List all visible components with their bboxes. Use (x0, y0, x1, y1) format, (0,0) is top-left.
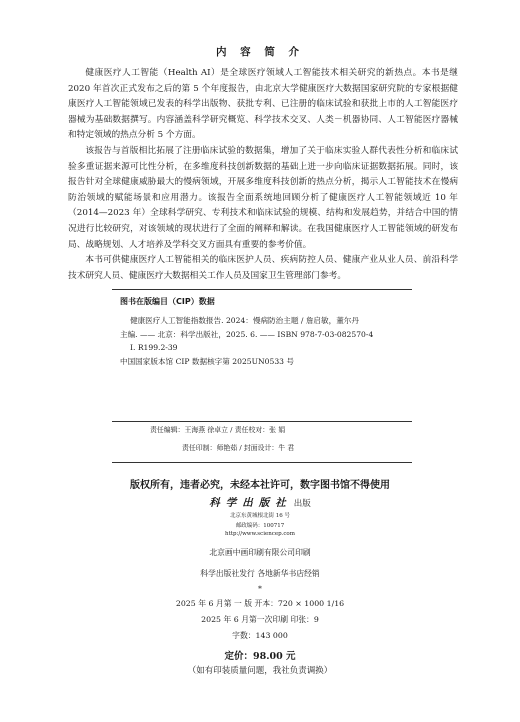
divider (112, 462, 412, 463)
price-line: 定价：98.00 元 (224, 651, 296, 662)
page-title: 内 容 简 介 (216, 46, 304, 58)
separator-star: * (258, 584, 262, 593)
wordcount-line: 字数：143 000 (232, 631, 288, 640)
cip-lines (120, 314, 410, 368)
printing-line: 2025 年 6 月第一次印刷 印张：9 (201, 615, 319, 624)
publisher-url: http://www.sciencep.com (225, 531, 295, 537)
cip-heading: 图书在版编目（CIP）数据 (120, 297, 215, 306)
cip-line: 主编. —— 北京：科学出版社，2025. 6. —— ISBN 978-7-03-082570-4 (120, 329, 374, 339)
summary-paragraph: 该报告与首版相比拓展了注册临床试验的数据集，增加了关于临床实验人群代表性分析和临床试验多重证据来源可比性分析，在多维度科技创新数据的基础上进一步向临床证据数据拓展。同时，该报告针对全球健康威胁最大的慢病领域，开展多维度科技创新的热点分析，揭示人工智能技术在慢病防治领域的赋能场景和应用潜力。该报告全面系统地回顾分析了健康医疗人工智能领域近 10 年（2014—2023 年）全球科学研究、专利技术和临床试验的规模、结构和发展趋势，并结合中国的情况进行比较研究，对该领域的现状进行了全面的阐释和解读。在我国健康医疗人工智能领域的研发布局、战略规划、人才培养及学科交叉方面具有重要的参考价值。 (68, 145, 458, 250)
summary-paragraph: 本书可供健康医疗人工智能相关的临床医护人员、疾病防控人员、健康产业从业人员、前沿科学技术研究人员、健康医疗大数据相关工作人员及国家卫生管理部门参考。 (68, 255, 458, 281)
publisher-row (0, 495, 520, 510)
cip-line: 中国国家版本馆 CIP 数据核字第 2025UN0533 号 (120, 356, 294, 366)
distribution-line: 科学出版社发行 各地新华书店经销 (200, 569, 320, 578)
publisher-logo: 科学出版社 (209, 497, 292, 509)
summary-paragraph: 健康医疗人工智能（Health AI）是全球医疗领域人工智能技术相关研究的新热点。本书是继 2020 年首次正式发布之后的第 5 个年度报告，由北京大学健康医疗大数据国家研究院的专家根据健康医疗人工智能领域已发表的科学出版物、获批专利、已注册的临床试验和获批上市的人工智能医疗器械为基础数据撰写。内容涵盖科学研究概览、科学技术交叉、人类－机器协同、人工智能医疗器械和特定领域的热点分析 5 个方面。 (68, 68, 458, 141)
summary-block (68, 66, 458, 284)
printer-line: 北京画中画印刷有限公司印刷 (209, 548, 311, 557)
production-credits: 责任印制：师艳茹 / 封面设计：牛 君 (182, 444, 295, 452)
cip-line: Ⅰ. R199.2-39 (130, 343, 178, 353)
edition-line: 2025 年 6 月第 一 版 开本：720 × 1000 1/16 (175, 599, 345, 608)
cip-box (112, 289, 412, 422)
editor-credits: 责任编辑：王海燕 徐卓立 / 责任校对：张 娟 (150, 426, 286, 434)
publisher-suffix: 出版 (293, 499, 311, 509)
cip-line: 健康医疗人工智能指数报告. 2024：慢病防治主题 / 詹启敏，董尔丹 (130, 316, 359, 325)
rights-notice: 版权所有，违者必究，未经本社许可，数字图书馆不得使用 (130, 480, 390, 491)
publisher-address: 北京东黄城根北街 16 号 (230, 513, 290, 519)
quality-note: （如有印装质量问题，我社负责调换） (187, 666, 333, 676)
publisher-postcode: 邮政编码：100717 (235, 523, 285, 529)
